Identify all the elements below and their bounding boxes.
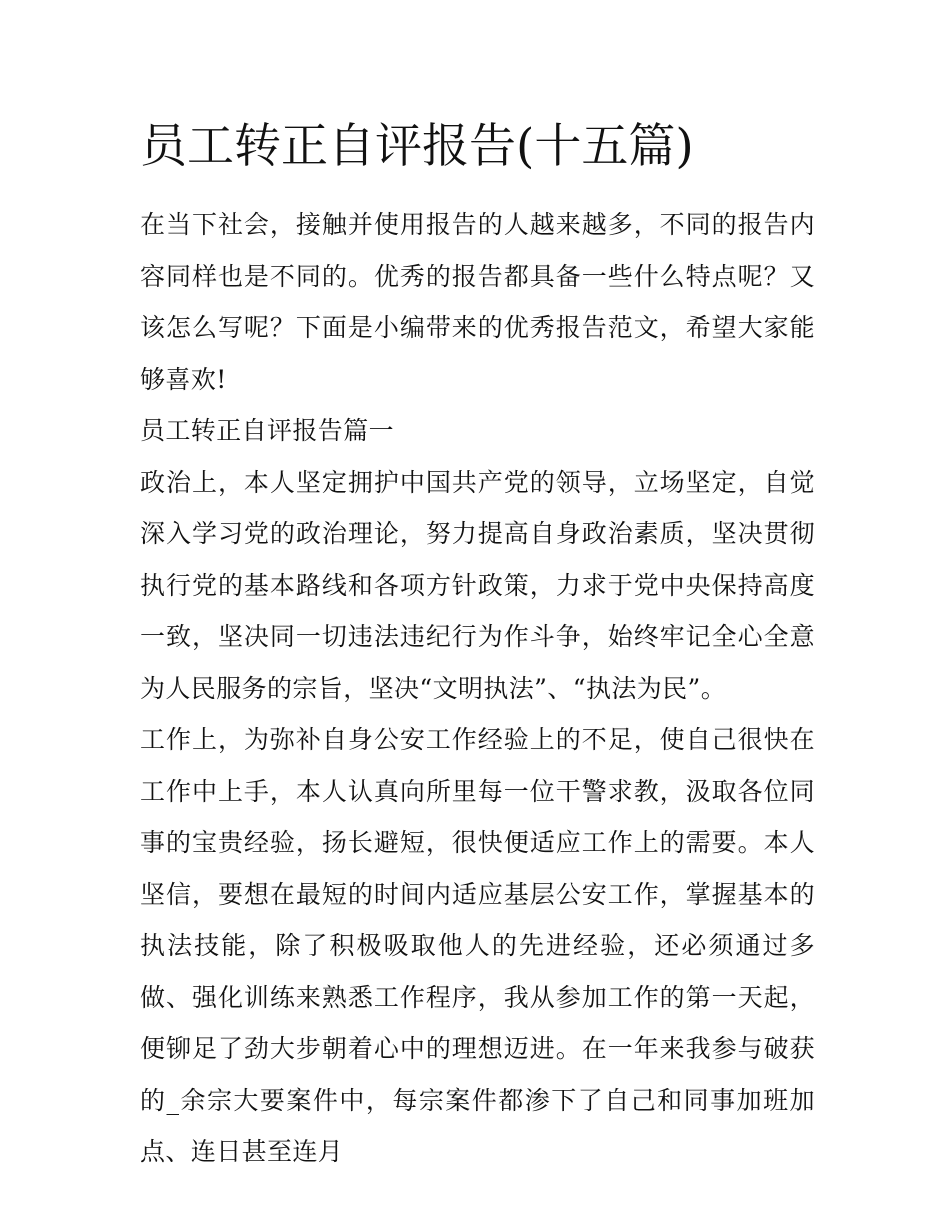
politics-paragraph: 政治上，本人坚定拥护中国共产党的领导，立场坚定，自觉深入学习党的政治理论，努力提高自身政治素质，坚决贯彻执行党的基本路线和各项方针政策，力求于党中央保持高度一致，坚决同一切违法违纪行为作斗争，始终牢记全心全意为人民服务的宗旨，坚决“文明执法”、“执法为民”。: [140, 467, 815, 703]
intro-paragraph: 在当下社会，接触并使用报告的人越来越多，不同的报告内容同样也是不同的。优秀的报告都具备一些什么特点呢？又该怎么写呢？下面是小编带来的优秀报告范文，希望大家能够喜欢!: [140, 210, 815, 394]
section-heading: 员工转正自评报告篇一: [140, 416, 395, 445]
work-paragraph: 工作上，为弥补自身公安工作经验上的不足，使自己很快在工作中上手，本人认真向所里每一位干警求教，汲取各位同事的宝贵经验，扬长避短，很快便适应工作上的需要。本人坚信，要想在最短的时间内适应基层公安工作，掌握基本的执法技能，除了积极吸取他人的先进经验，还必须通过多做、强化训练来熟悉工作程序，我从参加工作的第一天起，便铆足了劲大步朝着心中的理想迈进。在一年来我参与破获的_余宗大要案件中，每宗案件都渗下了自己和同事加班加点、连日甚至连月: [140, 725, 815, 1166]
document-title: 员工转正自评报告(十五篇): [140, 119, 694, 174]
document-body: [140, 199, 815, 1178]
